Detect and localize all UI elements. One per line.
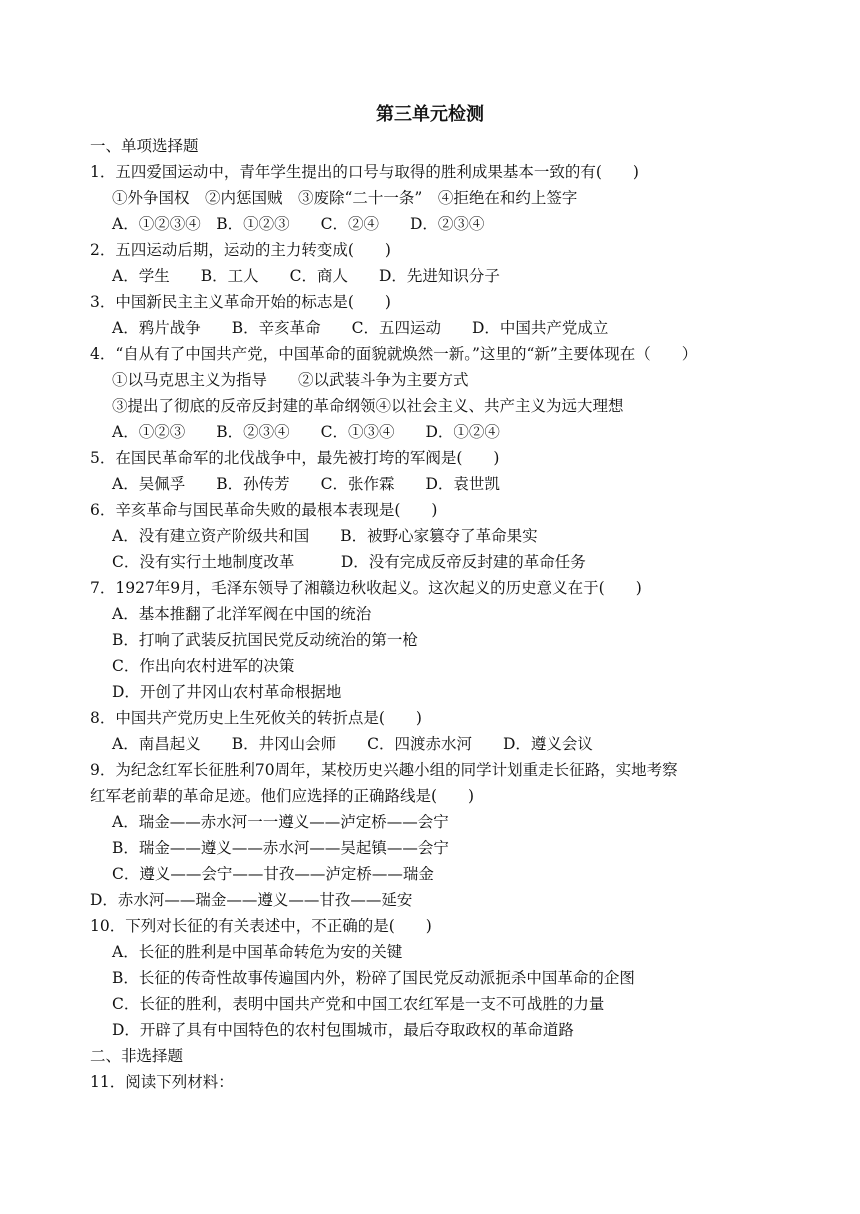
text-line: A．南昌起义 B．井冈山会师 C．四渡赤水河 D．遵义会议 (112, 735, 593, 753)
text-line: 9．为纪念红军长征胜利70周年，某校历史兴趣小组的同学计划重走长征路，实地考察 (90, 761, 678, 779)
text-line: C．长征的胜利，表明中国共产党和中国工农红军是一支不可战胜的力量 (112, 995, 605, 1013)
text-line: 7．1927年9月，毛泽东领导了湘赣边秋收起义。这次起义的历史意义在于( ) (90, 579, 642, 597)
text-line: A．①②③ B．②③④ C．①③④ D．①②④ (112, 423, 500, 441)
text-line: A．瑞金——赤水河一一遵义——泸定桥——会宁 (112, 813, 449, 831)
text-line: 8．中国共产党历史上生死攸关的转折点是( ) (90, 709, 422, 727)
text-line: C．没有实行土地制度改革 D．没有完成反帝反封建的革命任务 (112, 553, 586, 571)
text-line: 5．在国民革命军的北伐战争中，最先被打垮的军阀是( ) (90, 449, 500, 467)
text-line: D．赤水河——瑞金——遵义——甘孜——延安 (90, 891, 413, 909)
text-line: 11．阅读下列材料： (90, 1073, 234, 1091)
text-line: A．①②③④ B．①②③ C．②④ D．②③④ (112, 215, 485, 233)
page-title: 第三单元检测 (376, 104, 484, 125)
text-line: A．长征的胜利是中国革命转危为安的关键 (112, 943, 403, 961)
text-line: ①以马克思主义为指导 ②以武装斗争为主要方式 (112, 371, 469, 389)
text-line: C．遵义——会宁——甘孜——泸定桥——瑞金 (112, 865, 434, 883)
text-line: A．吴佩孚 B．孙传芳 C．张作霖 D．袁世凯 (112, 475, 500, 493)
text-line: 一、单项选择题 (90, 137, 199, 155)
text-line: B．打响了武装反抗国民党反动统治的第一枪 (112, 631, 418, 649)
text-line: A．基本推翻了北洋军阀在中国的统治 (112, 605, 372, 623)
text-line: 红军老前辈的革命足迹。他们应选择的正确路线是( ) (90, 787, 475, 805)
text-line: 10．下列对长征的有关表述中，不正确的是( ) (90, 917, 432, 935)
text-line: A．学生 B．工人 C．商人 D．先进知识分子 (112, 267, 500, 285)
text-line: 6．辛亥革命与国民革命失败的最根本表现是( ) (90, 501, 438, 519)
text-line: D．开辟了具有中国特色的农村包围城市，最后夺取政权的革命道路 (112, 1021, 574, 1039)
text-line: D．开创了井冈山农村革命根据地 (112, 683, 342, 701)
text-line: 二、非选择题 (90, 1047, 184, 1065)
text-line: 2．五四运动后期，运动的主力转变成( ) (90, 241, 391, 259)
text-line: B．瑞金——遵义——赤水河——吴起镇——会宁 (112, 839, 449, 857)
text-line: A．没有建立资产阶级共和国 B．被野心家篡夺了革命果实 (112, 527, 538, 545)
text-line: 4．“自从有了中国共产党，中国革命的面貌就焕然一新。”这里的“新”主要体现在（ ） (90, 345, 698, 363)
text-line: 1．五四爱国运动中，青年学生提出的口号与取得的胜利成果基本一致的有( ) (90, 163, 639, 181)
text-line: ③提出了彻底的反帝反封建的革命纲领④以社会主义、共产主义为远大理想 (112, 397, 624, 415)
text-line: C．作出向农村进军的决策 (112, 657, 295, 675)
text-line: B．长征的传奇性故事传遍国内外，粉碎了国民党反动派扼杀中国革命的企图 (112, 969, 635, 987)
text-line: 3．中国新民主主义革命开始的标志是( ) (90, 293, 391, 311)
text-line: A．鸦片战争 B．辛亥革命 C．五四运动 D．中国共产党成立 (112, 319, 609, 337)
text-line: ①外争国权 ②内惩国贼 ③废除“二十一条” ④拒绝在和约上签字 (112, 189, 578, 207)
